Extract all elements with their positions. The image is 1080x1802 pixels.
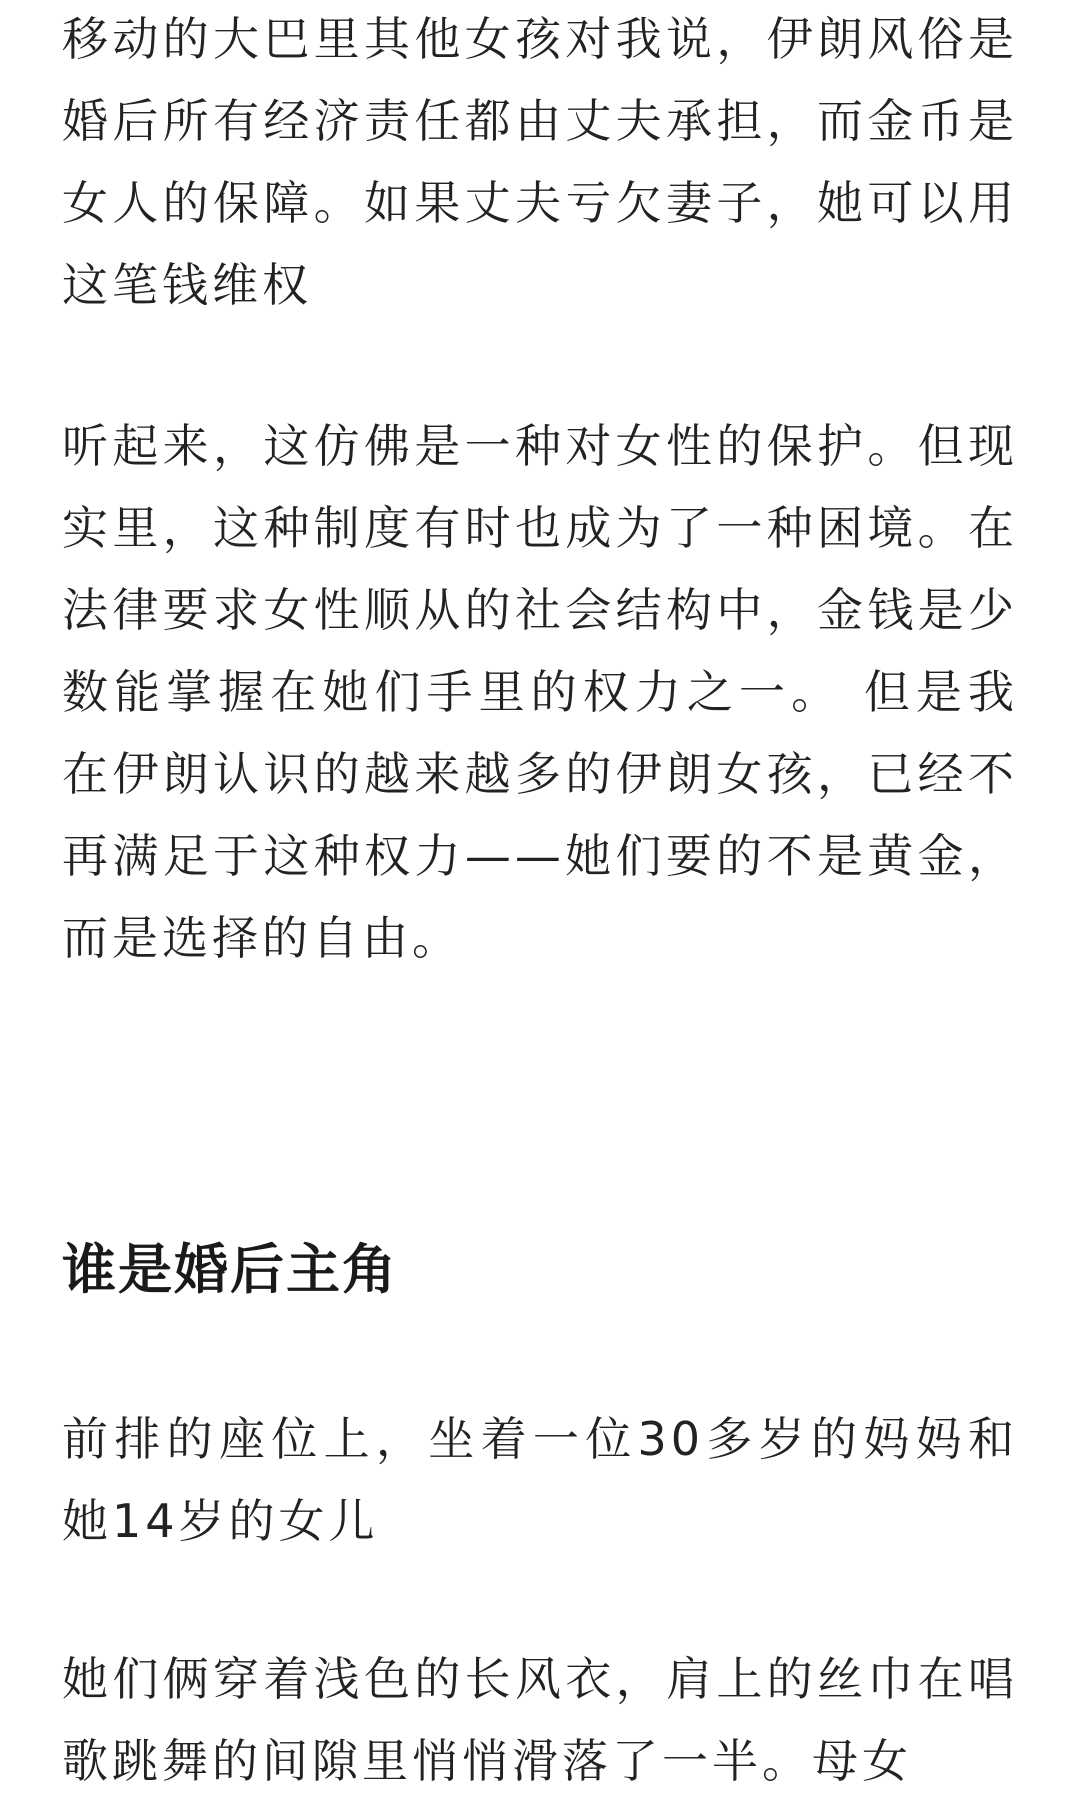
paragraph: 移动的大巴里其他女孩对我说，伊朗风俗是婚后所有经济责任都由丈夫承担，而金币是女人的保障。如果丈夫亏欠妻子，她可以用这笔钱维权 [62,12,1018,312]
paragraph: 前排的座位上，坐着一位30多岁的妈妈和她14岁的女儿 [62,1412,1018,1548]
section-heading: 谁是婚后主角 [62,1238,398,1301]
paragraph: 听起来，这仿佛是一种对女性的保护。但现实里，这种制度有时也成为了一种困境。在法律要求女性顺从的社会结构中，金钱是少数能掌握在她们手里的权力之一。 但是我在伊朗认识的越来越多的伊朗女孩，已经不再满足于这种权力——她们要的不是黄金，而是选择的自由。 [62,419,1018,965]
paragraph: 她们俩穿着浅色的长风衣，肩上的丝巾在唱歌跳舞的间隙里悄悄滑落了一半。母女 [62,1652,1018,1788]
